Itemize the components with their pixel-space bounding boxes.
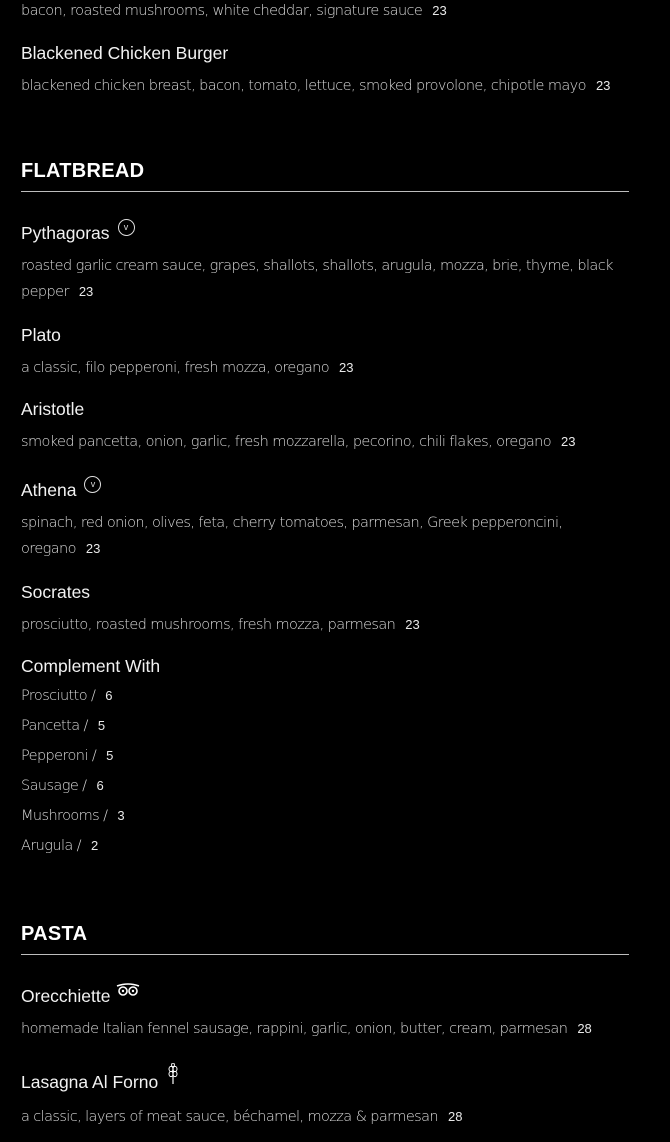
menu-item-name: Lasagna Al Forno	[21, 1071, 159, 1092]
menu-item-price: 28	[577, 1021, 592, 1036]
menu-item-header	[21, 479, 621, 501]
menu-item-price: 23	[78, 284, 94, 299]
menu-item-aristotle	[21, 398, 621, 455]
menu-item-description: smoked pancetta, onion, garlic, fresh mozzarella, pecorino, chili flakes, oregano	[21, 434, 551, 450]
menu-item-description: spinach, red onion, olives, feta, cherry tomatoes, parmesan, Greek pepperoncini, oregano	[21, 515, 563, 557]
menu-item-header	[21, 1068, 621, 1095]
menu-item-price: 23	[595, 78, 611, 93]
complement-option	[21, 808, 125, 824]
complement-option-price: 6	[105, 688, 113, 703]
menu-item-details	[21, 612, 621, 638]
menu-item-details	[21, 1016, 621, 1042]
wheat-icon	[168, 1063, 178, 1090]
menu-item-price: 28	[447, 1109, 463, 1124]
menu-item-price: 23	[338, 360, 354, 375]
complement-title: Complement With	[21, 656, 161, 676]
menu-item-blackened-chicken-burger	[21, 42, 621, 99]
complement-option-price: 2	[90, 838, 99, 853]
complement-option-label: Arugula /	[21, 838, 81, 854]
complement-option-label: Pepperoni /	[21, 748, 97, 764]
menu-item-orecchiette	[21, 985, 621, 1042]
menu-item-top-partial	[21, 0, 621, 24]
menu-item-plato	[21, 324, 621, 381]
menu-item-details	[21, 1104, 621, 1130]
menu-item-description: a classic, filo pepperoni, fresh mozza, oregano	[21, 360, 329, 376]
menu-item-details	[21, 355, 621, 381]
menu-item-socrates	[21, 581, 621, 638]
menu-item-price: 23	[405, 617, 420, 632]
menu-item-name: Orecchiette	[21, 986, 111, 1006]
menu-item-header	[21, 985, 621, 1007]
menu-item-name: Pythagoras	[21, 223, 110, 243]
complement-option	[21, 688, 113, 704]
menu-item-name: Athena	[21, 480, 77, 500]
menu-item-price: 23	[85, 541, 101, 556]
complement-option-label: Pancetta /	[21, 718, 88, 734]
menu-item-details	[21, 253, 621, 305]
section-title-flatbread: FLATBREAD	[21, 160, 629, 192]
chef-favourite-icon	[116, 980, 140, 1002]
complement-with-group	[21, 655, 621, 677]
menu-item-description: homemade Italian fennel sausage, rappini, garlic, onion, butter, cream, parmesan	[21, 1021, 568, 1037]
menu-item-header	[21, 222, 621, 244]
vegetarian-icon: v	[84, 476, 101, 493]
vegetarian-icon: v	[118, 219, 135, 236]
menu-item-name: Aristotle	[21, 399, 85, 419]
menu-item-details	[21, 73, 621, 99]
menu-item-pythagoras	[21, 222, 621, 305]
complement-option	[21, 778, 104, 794]
menu-item-details	[21, 429, 621, 455]
complement-option	[21, 718, 105, 734]
menu-item-description: a classic, layers of meat sauce, béchamel, mozza & parmesan	[21, 1109, 438, 1125]
complement-option-label: Mushrooms /	[21, 808, 108, 824]
complement-option-price: 3	[117, 808, 125, 823]
complement-option-price: 5	[97, 718, 106, 733]
menu-item-name: Socrates	[21, 582, 91, 602]
menu-item-athena	[21, 479, 621, 562]
menu-item-name: Plato	[21, 325, 61, 345]
complement-option-label: Prosciutto /	[21, 688, 96, 704]
menu-item-description: roasted garlic cream sauce, grapes, shallots, shallots, arugula, mozza, brie, thyme, black pepper	[21, 258, 613, 300]
menu-item-lasagna-al-forno	[21, 1068, 621, 1130]
menu-item-price: 23	[432, 3, 447, 18]
menu-item-details	[21, 510, 616, 562]
menu-item-description: prosciutto, roasted mushrooms, fresh mozza, parmesan	[21, 617, 396, 633]
menu-item-description: blackened chicken breast, bacon, tomato, lettuce, smoked provolone, chipotle mayo	[21, 78, 586, 94]
complement-option-price: 5	[106, 748, 114, 763]
complement-option-price: 6	[96, 778, 104, 793]
menu-item-name: Blackened Chicken Burger	[21, 43, 229, 63]
menu-item-description: bacon, roasted mushrooms, white cheddar, signature sauce	[21, 3, 423, 19]
menu-item-price: 23	[561, 434, 576, 449]
complement-option-label: Sausage /	[21, 778, 87, 794]
section-title-pasta: PASTA	[21, 923, 629, 955]
complement-option	[21, 748, 113, 764]
complement-option	[21, 838, 98, 854]
